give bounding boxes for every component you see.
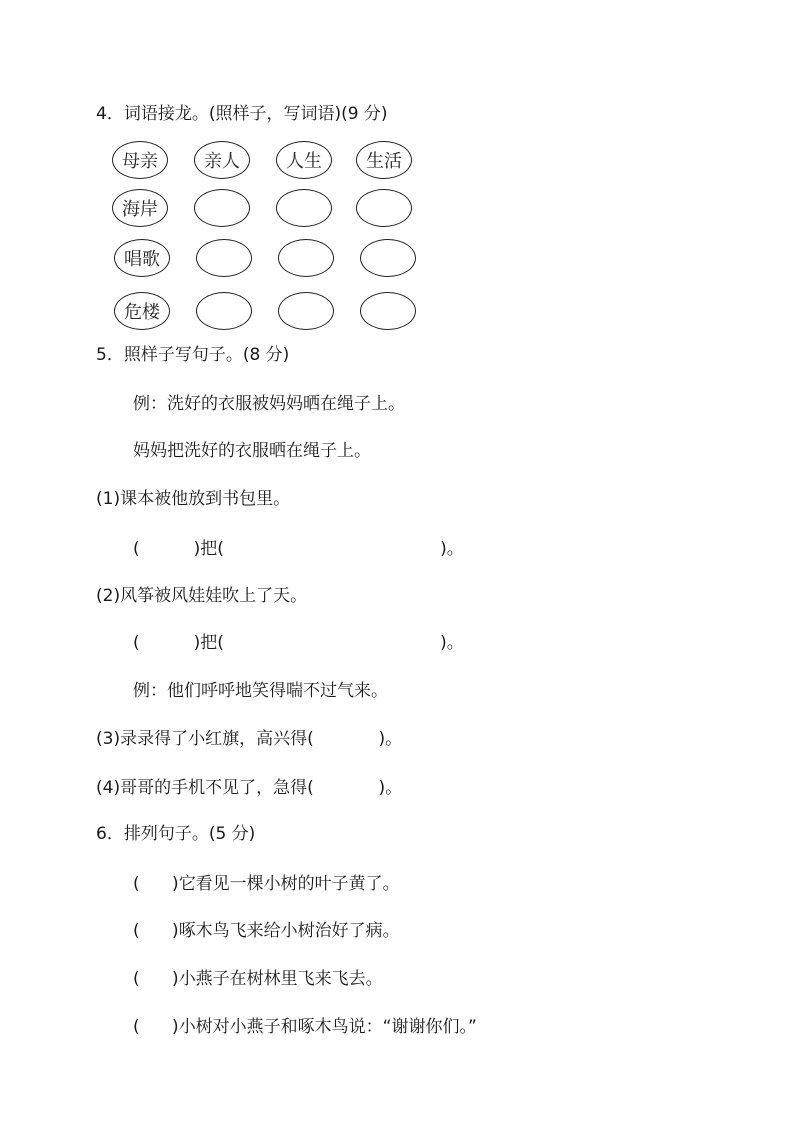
blank-oval[interactable] <box>278 239 334 277</box>
word-oval: 唱歌 <box>114 239 170 277</box>
q5-example1-passive: 例：洗好的衣服被妈妈晒在绳子上。 <box>133 394 405 414</box>
blank-oval[interactable] <box>196 239 252 277</box>
q4-heading: 4．词语接龙。(照样子，写词语)(9 分) <box>96 104 388 124</box>
blank-oval[interactable] <box>196 292 252 330</box>
word-oval: 海岸 <box>112 189 168 227</box>
blank-oval[interactable] <box>278 292 334 330</box>
q5-item1-answer[interactable]: ( )把( )。 <box>133 539 464 559</box>
q6-item[interactable]: ( )啄木鸟飞来给小树治好了病。 <box>133 921 400 941</box>
q5-item1: (1)课本被他放到书包里。 <box>96 489 291 509</box>
word-oval: 亲人 <box>194 141 250 179</box>
blank-oval[interactable] <box>194 189 250 227</box>
blank-oval[interactable] <box>356 189 412 227</box>
q6-item[interactable]: ( )小燕子在树林里飞来飞去。 <box>133 969 383 989</box>
q5-example1-active: 妈妈把洗好的衣服晒在绳子上。 <box>133 441 371 461</box>
word-oval: 生活 <box>356 141 412 179</box>
q5-heading: 5．照样子写句子。(8 分) <box>96 345 290 365</box>
word-oval: 危楼 <box>114 292 170 330</box>
q6-item[interactable]: ( )它看见一棵小树的叶子黄了。 <box>133 874 400 894</box>
word-oval: 人生 <box>276 141 332 179</box>
q5-item3[interactable]: (3)录录得了小红旗，高兴得( )。 <box>96 729 403 749</box>
q6-item[interactable]: ( )小树对小燕子和啄木鸟说：“谢谢你们。” <box>133 1017 477 1037</box>
blank-oval[interactable] <box>276 189 332 227</box>
blank-oval[interactable] <box>360 292 416 330</box>
blank-oval[interactable] <box>360 239 416 277</box>
q6-heading: 6．排列句子。(5 分) <box>96 824 256 844</box>
word-oval: 母亲 <box>112 141 168 179</box>
q5-item4[interactable]: (4)哥哥的手机不见了，急得( )。 <box>96 778 403 798</box>
q5-example2: 例：他们呼呼地笑得喘不过气来。 <box>133 681 388 701</box>
q5-item2: (2)风筝被风娃娃吹上了天。 <box>96 586 308 606</box>
q5-item2-answer[interactable]: ( )把( )。 <box>133 633 464 653</box>
